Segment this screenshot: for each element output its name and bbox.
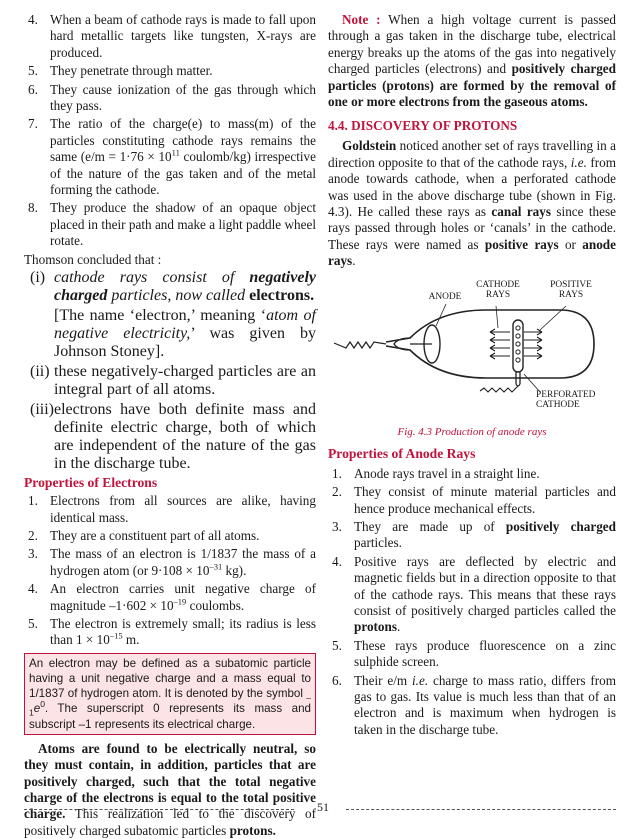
right-column <box>328 12 616 740</box>
list-item <box>24 116 316 198</box>
item-text: Electrons from all sources are alike, having identical mass. <box>50 493 316 525</box>
list-item <box>24 200 316 249</box>
item-text: coulomb/kg) irrespective of the nature of the gas taken and of the metal forming the cathode. <box>50 149 317 198</box>
properties-of-electrons-heading: Properties of Electrons <box>24 475 158 491</box>
list-item <box>24 493 316 526</box>
item-text: i.e. <box>412 672 429 688</box>
item-text: Anode rays travel in a straight line. <box>354 465 540 481</box>
label-cathode-rays: CATHODE RAYS <box>476 279 520 301</box>
goldstein-paragraph: Goldstein noticed another set of rays travelling in a direction opposite to that of the cathode rays, i.e. from anode towards cathode, when a perforated cathode was used in the above discharge tube (shown in Fig. 4.3). He called these rays as canal rays since these rays passed through holes or ‘canals’ in the cathode. These rays were named as positive rays or anode rays. <box>328 138 616 269</box>
item-number: 7. <box>28 116 38 132</box>
item-text: They are a constituent part of all atoms. <box>50 527 260 543</box>
item-text: m. <box>122 632 140 648</box>
label-perforated-cathode: PERFORATED CATHODE <box>536 389 596 411</box>
list-item <box>24 63 316 79</box>
item-number: 5. <box>28 615 38 631</box>
item-text: They consist of minute material particles and hence produce mechanical effects. <box>354 484 616 516</box>
list-item <box>328 554 616 636</box>
item-text: These rays produce fluorescence on a zinc sulphide screen. <box>354 637 616 670</box>
item-text: . <box>397 619 401 635</box>
electron-definition-box: An electron may be defined as a subatomic particle having a unit negative charge and a mass equal to 1/1837 of hydrogen atom. It is denoted by the symbol $_{-1}e^0$. The superscript 0 represents its mass and subscript –1 represents its electrical charge. <box>24 653 316 735</box>
item-text: Positive rays are deflected by electric and magnetic fields but in a direction opposite to that of the cathode rays. This means that these rays consist of positively charged particles called the <box>354 553 616 618</box>
conclusion-iii: (iii) electrons have both definite mass and definite electric charge, both of which are independent of the nature of the gas in the discharge tube. <box>30 401 316 473</box>
item-number: 1. <box>332 465 342 481</box>
item-text: The ratio of the charge(e) to mass(m) of the particles constituting cathode rays remains the same (e/m = 1·76 × 10 <box>50 116 316 165</box>
thomson-concluded: Thomson concluded that : <box>24 251 162 267</box>
page-footer <box>24 800 616 820</box>
item-text: protons <box>354 619 397 635</box>
item-number: 5. <box>28 63 38 79</box>
anode-leader-line <box>436 304 446 326</box>
list-item <box>24 546 316 579</box>
list-item <box>328 519 616 552</box>
item-superscript: –31 <box>209 561 223 572</box>
list-item <box>328 466 616 482</box>
list-item <box>24 12 316 61</box>
figure-caption: Fig. 4.3 Production of anode rays <box>397 425 547 438</box>
item-text: They produce the shadow of an opaque object placed in their path and make a light paddle wheel rotate. <box>50 200 316 249</box>
item-text: positively charged <box>505 518 616 534</box>
item-superscript: –19 <box>173 596 187 607</box>
item-text: charge to mass ratio, differs from gas to gas. Its value is much less than that of an electron and is maximum when hydrogen is taken in the discharge tube. <box>354 672 616 737</box>
item-text: They cause ionization of the gas through which they pass. <box>50 81 316 114</box>
item-number: 4. <box>28 581 38 597</box>
item-number: 3. <box>332 518 342 534</box>
conclusion-i-note: [The name ‘electron,’ meaning ‘atom of negative electricity,’ was given by Johnson Stoney]. <box>54 307 316 361</box>
footer-rule-right <box>346 809 616 810</box>
label-positive-rays: POSITIVE RAYS <box>550 279 592 301</box>
page-number: 51 <box>317 800 329 814</box>
item-text: They are made up of <box>354 518 506 534</box>
left-column <box>24 12 316 839</box>
item-number: 2. <box>28 527 38 543</box>
cathode-hole <box>516 326 520 330</box>
cathode-hole <box>516 350 520 354</box>
item-text: kg). <box>222 562 247 578</box>
cathode-ray-properties-list <box>24 12 316 250</box>
list-item <box>24 616 316 649</box>
list-item <box>328 638 616 671</box>
item-number: 2. <box>332 484 342 500</box>
item-text: Their e/m <box>354 672 413 688</box>
anode-rays-figure <box>328 276 616 426</box>
item-text: The electron is extremely small; its radius is less than 1 × 10 <box>50 615 316 648</box>
neutral-atoms-paragraph: Atoms are found to be electrically neutral, so they must contain, in addition, particles that are positively charged, such that the total negative charge of the electrons is equal to the total positive charge. This realization led to the discovery of positively charged subatomic particles protons. <box>24 740 316 838</box>
anode-ray-properties-list <box>328 466 616 739</box>
item-superscript: 11 <box>171 147 180 158</box>
cathode-hole <box>516 334 520 338</box>
item-text: When a beam of cathode rays is made to fall upon hard metallic targets like tungsten, X-rays are produced. <box>50 12 316 60</box>
cathode-hole <box>516 358 520 362</box>
conclusion-ii: (ii) these negatively-charged particles are an integral part of all atoms. <box>30 363 316 399</box>
item-number: 4. <box>28 12 38 27</box>
conclusion-i: (i) cathode rays consist of negatively charged particles, now called electrons. <box>30 269 316 305</box>
cathode-wire <box>480 386 518 392</box>
item-text: An electron carries unit negative charge of magnitude –1·602 × 10 <box>50 581 316 613</box>
item-number: 5. <box>332 637 342 653</box>
item-number: 4. <box>332 553 342 569</box>
item-text: coulombs. <box>186 597 245 613</box>
list-item <box>328 673 616 739</box>
item-text: The mass of an electron is 1/1837 the mass of a hydrogen atom (or 9·108 × 10 <box>50 546 316 578</box>
label-anode: ANODE <box>428 291 462 302</box>
electron-properties-list <box>24 493 316 649</box>
item-number: 6. <box>28 81 38 97</box>
item-number: 3. <box>28 546 38 562</box>
item-number: 1. <box>28 493 38 509</box>
list-item <box>24 528 316 544</box>
properties-of-anode-rays-heading: Properties of Anode Rays <box>328 445 476 461</box>
cathode-stem-base <box>516 384 520 386</box>
item-text: particles. <box>354 535 402 551</box>
list-item <box>328 484 616 517</box>
item-number: 8. <box>28 200 38 216</box>
note-paragraph: Note : When a high voltage current is passed through a gas taken in the discharge tube, electrical energy breaks up the atoms of the gas into negatively charged particles (electrons) and positively charged particles (protons) are formed by the removal of one or more electrons from the gaseous atoms. <box>328 12 616 110</box>
list-item <box>24 82 316 115</box>
anode-wire <box>334 342 386 348</box>
list-item <box>24 581 316 614</box>
section-title-discovery-of-protons: 4.4. DISCOVERY OF PROTONS <box>328 118 518 134</box>
item-text: They penetrate through matter. <box>50 63 213 79</box>
item-superscript: –15 <box>109 630 123 641</box>
item-number: 6. <box>332 672 342 688</box>
footer-rule-left <box>24 809 294 810</box>
cathode-hole <box>516 342 520 346</box>
